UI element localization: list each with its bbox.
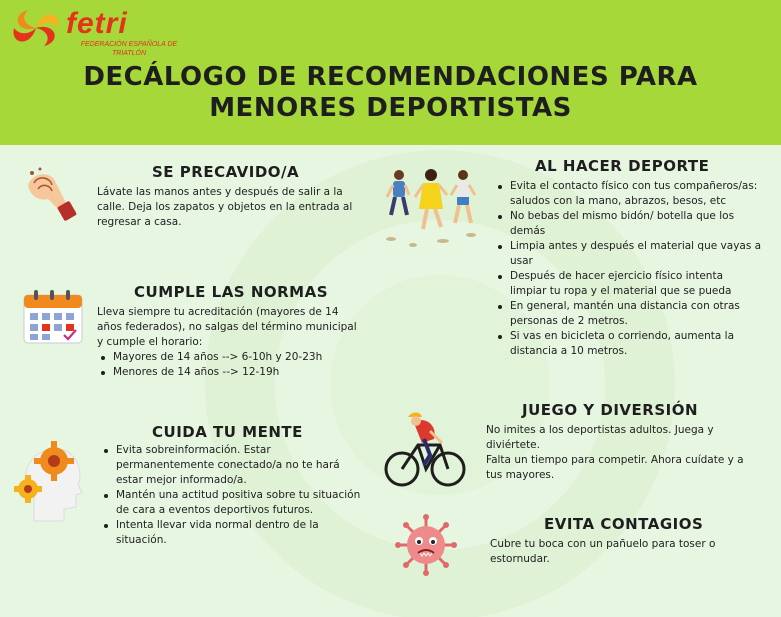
list-item: Evita el contacto físico con tus compañeros/as: saludos con la mano, abrazos, besos, etc [494, 179, 762, 209]
mente-list [100, 443, 368, 548]
list-item: Si vas en bicicleta o corriendo, aumenta la distancia a 10 metros. [494, 329, 762, 359]
deporte-title: AL HACER DEPORTE [535, 157, 710, 175]
fetri-logo [6, 4, 186, 57]
header [0, 0, 781, 145]
normas-title: CUMPLE LAS NORMAS [134, 283, 329, 301]
juego-text-1: No imites a los deportistas adultos. Juega y diviértete. [486, 424, 714, 451]
list-item: Intenta llevar vida normal dentro de la situación. [100, 518, 368, 548]
deporte-body [494, 179, 762, 359]
list-item: Evita sobreinformación. Estar permanentemente conectado/a no te hará estar mejor informado/a. [100, 443, 368, 488]
list-item: Mayores de 14 años --> 6-10h y 20-23h [97, 350, 363, 365]
page-title [0, 62, 781, 124]
virus-icon [394, 513, 458, 577]
precavido-text: Lávate las manos antes y después de salir a la calle. Deja los zapatos y objetos en la entrada al regresar a casa. [97, 186, 353, 228]
mente-body [100, 443, 368, 548]
list-item: Menores de 14 años --> 12-19h [97, 365, 363, 380]
calendar-icon [22, 289, 84, 345]
contagios-text: Cubre tu boca con un pañuelo para toser o estornudar. [490, 538, 716, 565]
mind-gears-icon [12, 431, 92, 523]
logo-subtitle: FEDERACIÓN ESPAÑOLA DE TRIATLÓN [80, 41, 178, 57]
title-line-2: MENORES DEPORTISTAS [209, 93, 572, 123]
list-item: No bebas del mismo bidón/ botella que los demás [494, 209, 762, 239]
mente-title: CUIDA TU MENTE [152, 423, 303, 441]
logo-wordmark: fetri [66, 7, 128, 40]
title-line-1: DECÁLOGO DE RECOMENDACIONES PARA [83, 62, 698, 92]
sun-swirl-icon [6, 4, 66, 52]
runners-icon [383, 167, 483, 249]
content-panel [0, 145, 781, 617]
contagios-title: EVITA CONTAGIOS [544, 515, 704, 533]
deporte-list [494, 179, 762, 359]
list-item: Limpia antes y después el material que vayas a usar [494, 239, 762, 269]
precavido-title: SE PRECAVIDO/A [152, 163, 300, 181]
juego-title: JUEGO Y DIVERSIÓN [522, 401, 699, 419]
cyclist-icon [384, 409, 466, 489]
juego-text-2: Falta un tiempo para competir. Ahora cuídate y a tus mayores. [486, 454, 744, 481]
list-item: Después de hacer ejercicio físico intenta limpiar tu ropa y el material que se pueda [494, 269, 762, 299]
list-item: En general, mantén una distancia con otras personas de 2 metros. [494, 299, 762, 329]
hands-washing-icon [18, 163, 80, 225]
juego-body [486, 423, 758, 483]
normas-body [97, 305, 363, 380]
list-item: Mantén una actitud positiva sobre tu situación de cara a eventos deportivos futuros. [100, 488, 368, 518]
normas-text: Lleva siempre tu acreditación (mayores de 14 años federados), no salgas del término municipal y cumple el horario: [97, 306, 357, 348]
normas-list [97, 350, 363, 380]
